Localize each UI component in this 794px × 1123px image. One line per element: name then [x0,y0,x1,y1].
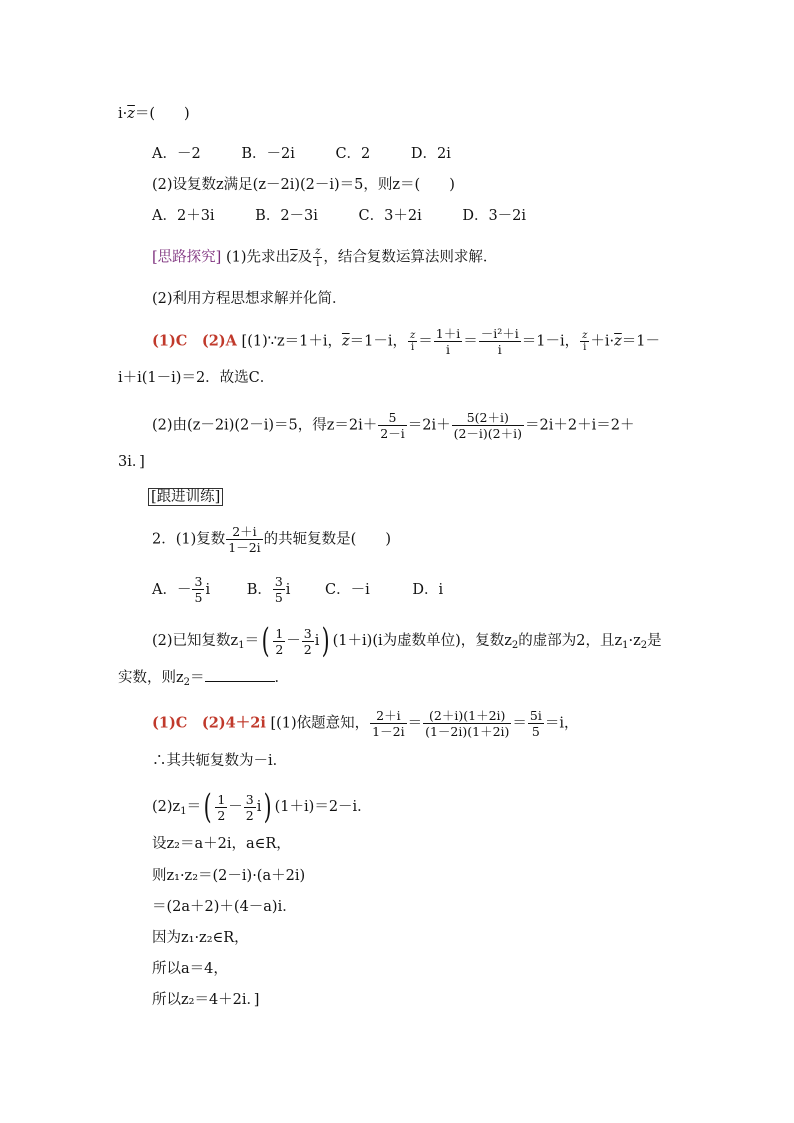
q1-tail-pre: i· [118,106,128,122]
q2-option-b: B．2－3i [255,208,318,224]
answer1-frac-3: $\frac{\text{－i²＋i}}{i}$ [480,326,519,357]
train-answer-frac-3: $\frac{5i}{5}$ [529,708,542,739]
idea-text-b: 及 [297,249,313,266]
q2-option-a: A．2＋3i [152,208,215,224]
answer1-zbar: $\overline{z}$ [341,333,350,350]
idea-zbar: $\overline{z}$ [289,249,298,266]
q1-option-b: B．－2i [241,146,295,162]
train-answer-labels: (1)C (2)4＋2i [152,714,266,732]
answer1-labels: (1)C (2)A [152,332,237,350]
training-option-d: D．i [412,581,444,598]
train-answer-frac-1: $\frac{2+i}{1-2i}$ [372,708,405,739]
q1-option-d: D．2i [410,146,451,162]
q1-tail [118,104,190,124]
train-answer-frac-2: $\frac{(2+i)(1+2i)}{(1-2i)(1+2i)}$ [425,708,510,739]
training-q2-frac-2: $\frac{3}{2}$ [303,625,312,657]
answer1-frac-4: $\frac{z}{i}$ [582,330,588,353]
answer1-line-2: i＋i(1－i)＝2．故选C． [118,370,275,386]
answer1-frac-2: $\frac{1+i}{i}$ [435,326,461,357]
train-answer-line-9: 所以z₂＝4＋2i．] [152,992,260,1008]
training-q2-frac-1: $\frac{1}{2}$ [275,625,284,657]
q1-option-a: A．－2 [152,146,201,162]
training-q2-line-1: (2)已知复数$z_1=$( $\frac{1}{2}$ － $\frac{3}{2}$ i) (1＋i)(i为虚数单位)，复数$z_2$的虚部为2，且$z_1\cdot z_2$是 [152,621,662,661]
q2-option-c: C．3＋2i [358,208,422,224]
idea-text-a: (1)先求出 [225,249,290,266]
q1-options [152,144,487,164]
answer-blank [205,681,275,682]
q1-tail-post: ＝( ) [134,106,190,122]
training-option-a: A．－ $\frac{3}{5}$ i [152,574,211,605]
z-conjugate: $\overline{z}$ [127,106,135,122]
q1-option-c: C．2 [335,146,371,162]
training-q1-frac: $\frac{2+i}{1-2i}$ [228,524,261,555]
q2-stem: (2)设复数z满足(z－2i)(2－i)＝5，则z＝( ) [152,177,455,193]
train-answer-line-1: (1)C (2)4＋2i [(1)依题意知， $\frac{2+i}{1-2i}$ ＝ $\frac{(2+i)(1+2i)}{(1-2i)(1+2i)}$ ＝ $\frac{5i}{5}$ ＝i， [152,708,579,739]
training-q1-options [152,574,443,605]
training-q2-line-2: 实数，则$z_2=$ ． [118,670,290,688]
train-answer-line-6: ＝(2a＋2)＋(4－a)i． [152,899,297,915]
answer1-frac-1: $\frac{z}{i}$ [409,330,416,353]
train-answer-line-4: 设z₂＝a＋2i，a∈R， [152,836,291,852]
answer1-text-b: ＝1－i， [349,333,407,350]
training-option-a-frac: $\frac{3}{5}$ [194,574,203,605]
train-answer-line-7: 因为z₁·z₂∈R， [152,930,249,946]
training-option-c: C．－i [325,581,370,598]
training-option-b-frac: $\frac{3}{5}$ [274,574,283,605]
train-answer-line-5: 则z₁·z₂＝(2－i)·(a＋2i) [152,868,306,884]
q2-options [152,206,562,226]
train-answer-line-2: ∴其共轭复数为－i． [152,753,288,769]
q2-option-d: D．3－2i [462,208,527,224]
idea-fraction: $\frac{z}{i}$ [315,246,321,269]
answer2-line-1: (2)由(z－2i)(2－i)＝5，得z＝2i＋ $\frac{5}{2-i}$ ＝2i＋ $\frac{5(2+i)}{(2-i)(2+i)}$ ＝2i＋2＋i＝2＋ [152,410,635,441]
train-answer-line-3: $(2)z_1=$( $\frac{1}{2}$ － $\frac{3}{2}$ i) (1＋i)＝2－i． [152,787,372,827]
answer1-text-a: [(1)∵z＝1＋i， [241,333,342,350]
idea-line-2: (2)利用方程思想求解并化简． [152,291,347,307]
answer1-line-1: (1)C (2)A [(1)∵z＝1＋i，$\overline{z}=1-i$， $\frac{z}{i}$ ＝ $\frac{1+i}{i}$ ＝ $\frac{\text{－i²＋i}}{i}$ ＝1－i， $\frac{z}{i}$ $+i\cdot\overline{z}=1-$ [152,326,661,357]
answer2-frac-2: $\frac{5(2+i)}{(2-i)(2+i)}$ [453,410,523,441]
train-answer-frac-5: $\frac{3}{2}$ [245,791,254,823]
train-answer-line-8: 所以a＝4， [152,961,228,977]
answer1-text-c: ＝1－i， [521,333,580,350]
idea-text-c: ，结合复数运算法则求解． [323,249,498,266]
answer2-line-2: 3i．] [118,454,145,470]
idea-line-1 [152,246,497,269]
answer2-frac-1: $\frac{5}{2-i}$ [380,410,405,441]
idea-tag: [思路探究] [152,249,222,266]
training-q1: 2．(1)复数 $\frac{2+i}{1-2i}$ 的共轭复数是( ) [152,524,391,555]
train-answer-frac-4: $\frac{1}{2}$ [217,791,226,823]
training-title: [跟进训练] [148,487,223,507]
training-option-b: B． $\frac{3}{5}$ i [246,574,291,605]
